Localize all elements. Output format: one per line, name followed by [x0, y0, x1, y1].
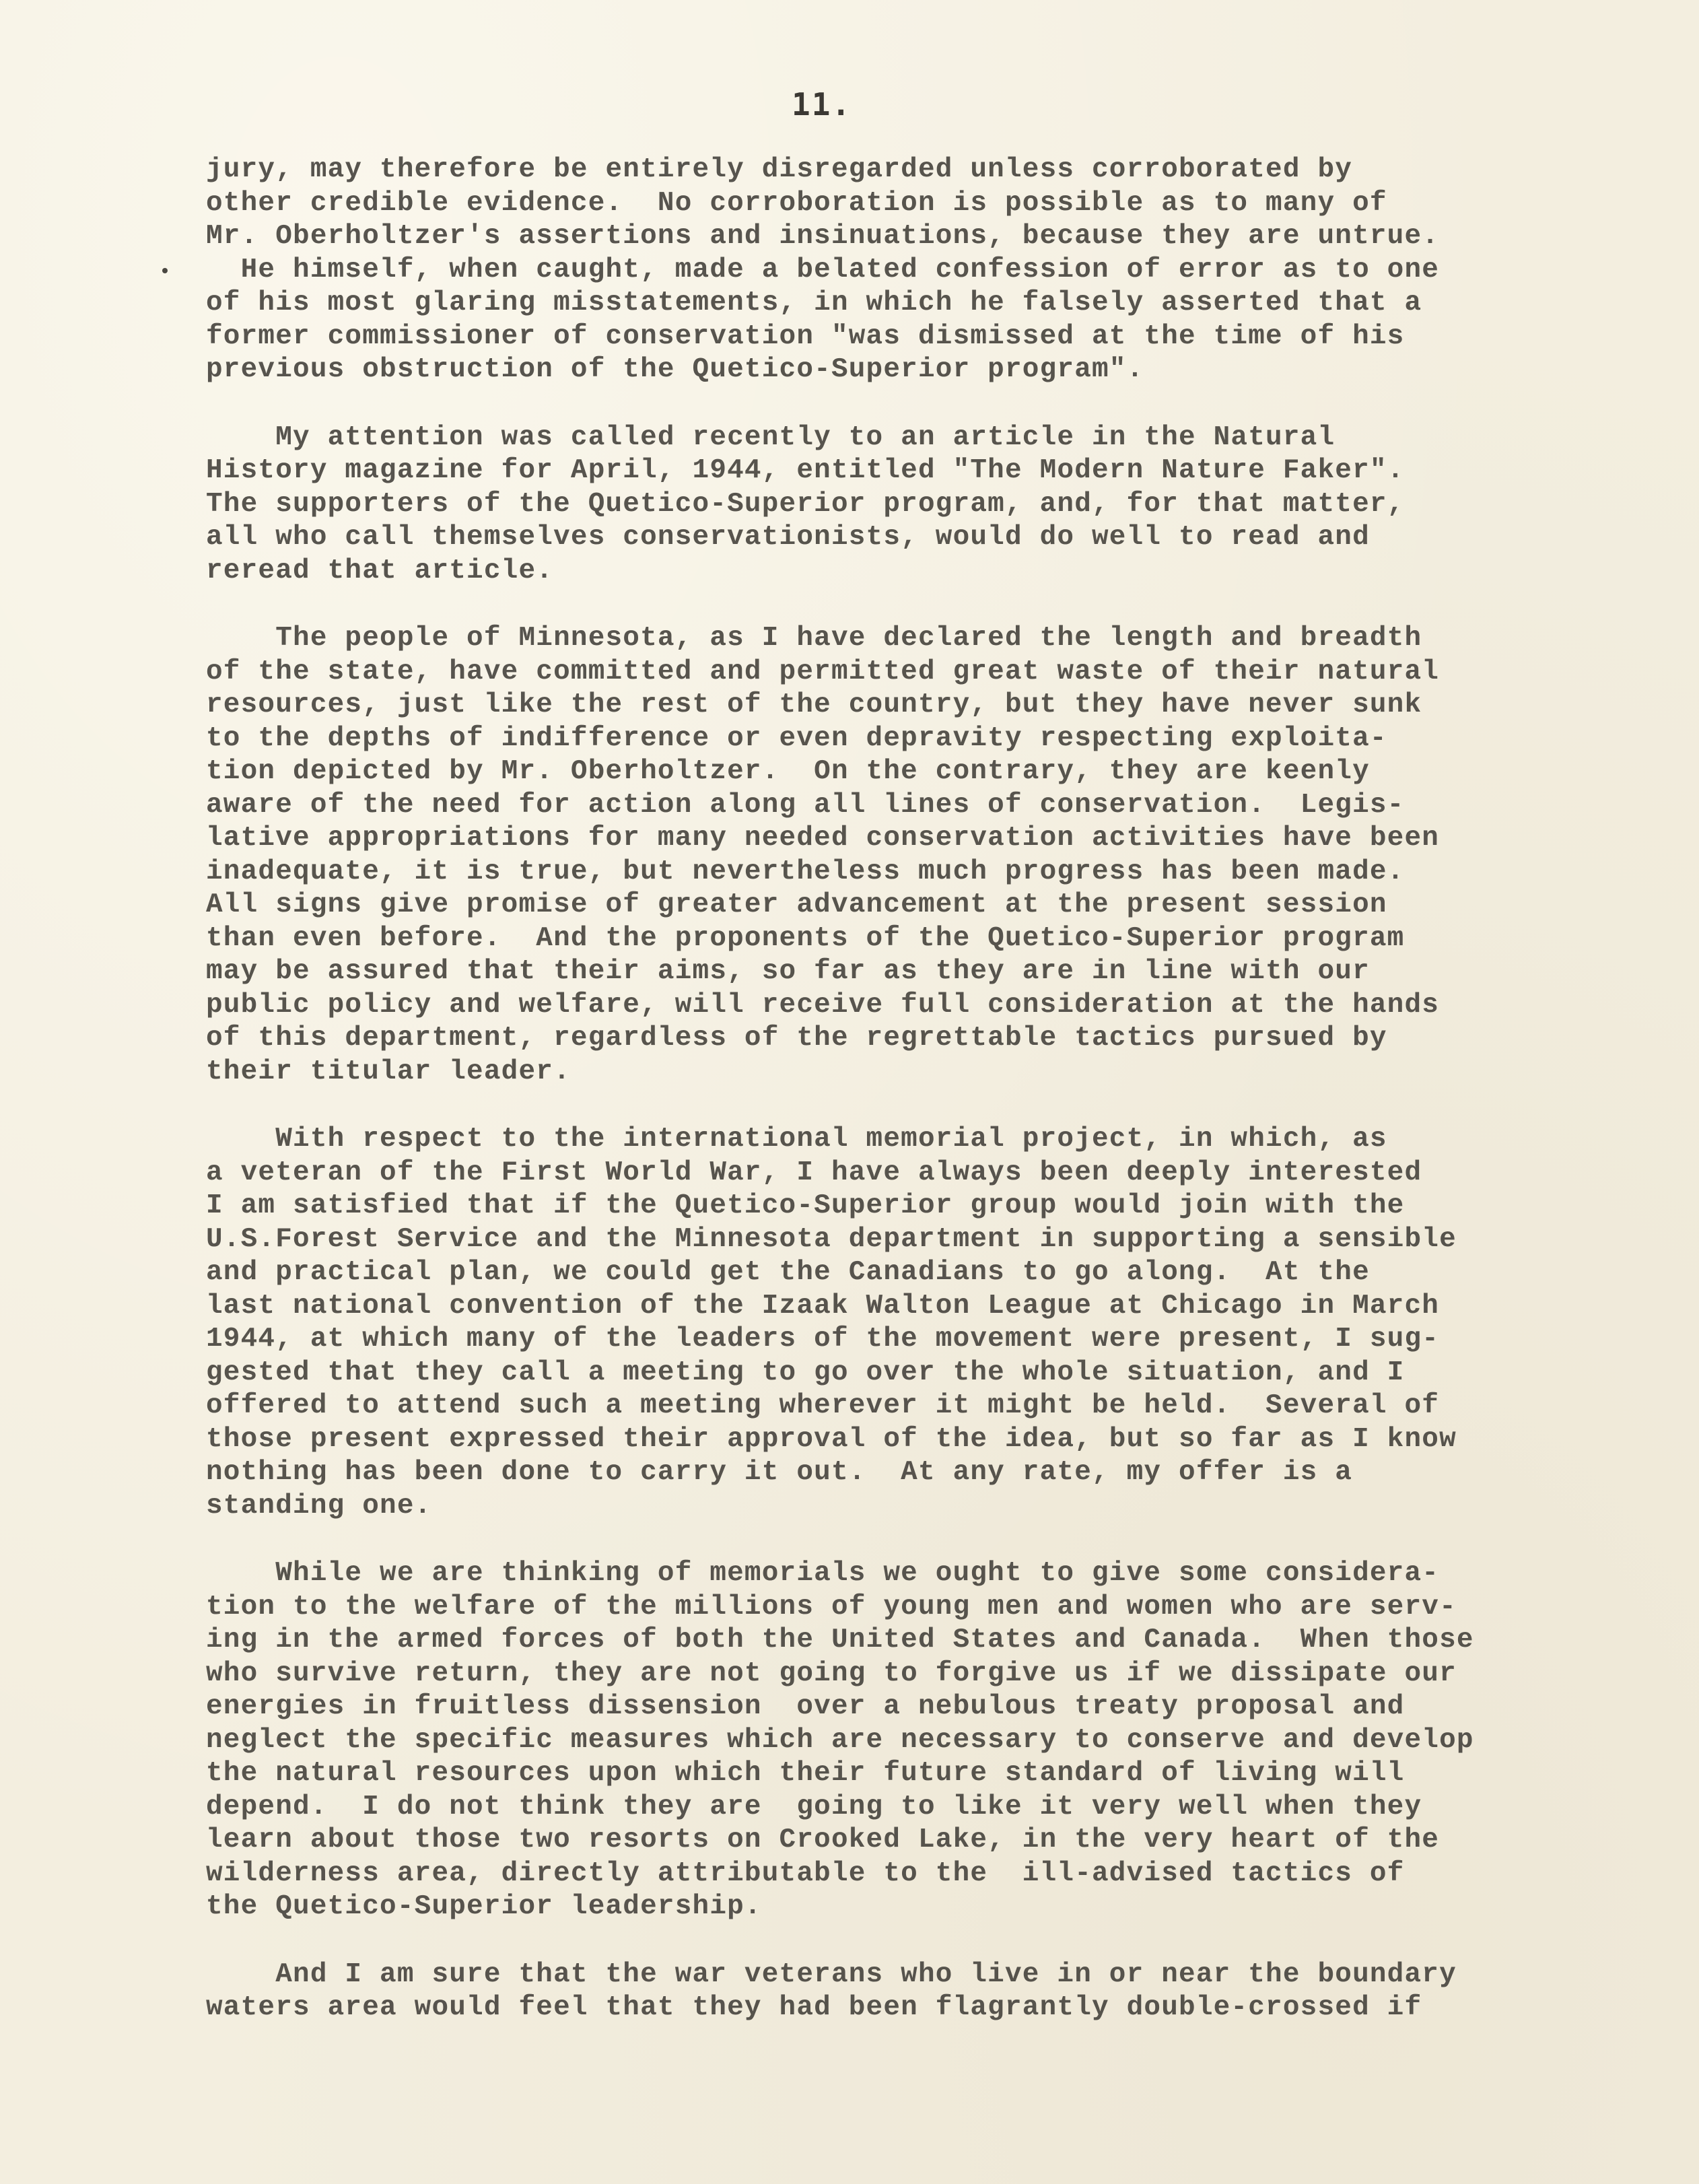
text-line: a veteran of the First World War, I have always been deeply interested [206, 1157, 1422, 1188]
paragraph [206, 622, 1680, 1089]
text-line: And I am sure that the war veterans who live in or near the boundary [206, 1958, 1457, 1990]
text-line: of his most glaring misstatements, in which he falsely asserted that a [206, 287, 1422, 318]
text-line: tion to the welfare of the millions of young men and women who are serv- [206, 1591, 1457, 1623]
text-line: He himself, when caught, made a belated confession of error as to one [206, 254, 1440, 285]
paragraph [206, 421, 1680, 588]
text-line: U.S.Forest Service and the Minnesota department in supporting a sensible [206, 1223, 1457, 1255]
text-line: All signs give promise of greater advancement at the present session [206, 889, 1387, 920]
text-line: their titular leader. [206, 1056, 571, 1087]
text-line: depend. I do not think they are going to like it very well when they [206, 1791, 1422, 1822]
text-line: to the depths of indifference or even depravity respecting exploita- [206, 722, 1387, 754]
text-line: energies in fruitless dissension over a nebulous treaty proposal and [206, 1691, 1405, 1722]
text-line: The supporters of the Quetico-Superior program, and, for that matter, [206, 488, 1405, 520]
text-line: ing in the armed forces of both the United States and Canada. When those [206, 1625, 1474, 1656]
text-line: gested that they call a meeting to go over the whole situation, and I [206, 1357, 1405, 1388]
text-line: who survive return, they are not going to forgive us if we dissipate our [206, 1658, 1457, 1689]
text-line: wilderness area, directly attributable to the ill-advised tactics of [206, 1857, 1405, 1889]
text-line: may be assured that their aims, so far as they are in line with our [206, 956, 1370, 987]
text-line: learn about those two resorts on Crooked Lake, in the very heart of the [206, 1824, 1440, 1855]
text-line: With respect to the international memorial project, in which, as [206, 1124, 1387, 1155]
text-line: of the state, have committed and permitted great waste of their natural [206, 656, 1440, 687]
text-line: of this department, regardless of the regrettable tactics pursued by [206, 1023, 1387, 1054]
text-line: While we are thinking of memorials we ought to give some considera- [206, 1558, 1440, 1589]
text-line: Mr. Oberholtzer's assertions and insinuations, because they are untrue. [206, 221, 1440, 252]
text-line: 1944, at which many of the leaders of the movement were present, I sug- [206, 1324, 1440, 1355]
text-line: standing one. [206, 1490, 432, 1522]
text-line: neglect the specific measures which are necessary to conserve and develop [206, 1724, 1474, 1756]
text-line: former commissioner of conservation "was dismissed at the time of his [206, 320, 1405, 352]
text-line: aware of the need for action along all lines of conservation. Legis- [206, 789, 1405, 821]
text-line: inadequate, it is true, but nevertheless much progress has been made. [206, 856, 1405, 887]
paragraph [206, 1557, 1680, 1924]
text-line: last national convention of the Izaak Walton League at Chicago in March [206, 1290, 1440, 1322]
text-line: I am satisfied that if the Quetico-Superior group would join with the [206, 1190, 1405, 1221]
text-line: tion depicted by Mr. Oberholtzer. On the contrary, they are keenly [206, 756, 1370, 787]
text-line: than even before. And the proponents of the Quetico-Superior program [206, 922, 1405, 954]
text-line: those present expressed their approval of the idea, but so far as I know [206, 1423, 1457, 1455]
body-text [206, 153, 1680, 2059]
text-line: offered to attend such a meeting wherever it might be held. Several of [206, 1390, 1440, 1421]
paragraph [206, 1123, 1680, 1523]
text-line: The people of Minnesota, as I have declared the length and breadth [206, 623, 1422, 654]
text-line: and practical plan, we could get the Canadians to go along. At the [206, 1257, 1370, 1288]
margin-ink-mark [162, 268, 168, 273]
text-line: My attention was called recently to an article in the Natural [206, 421, 1336, 453]
paragraph [206, 1958, 1680, 2025]
text-line: History magazine for April, 1944, entitled "The Modern Nature Faker". [206, 455, 1405, 486]
text-line: public policy and welfare, will receive full consideration at the hands [206, 989, 1440, 1021]
text-line: resources, just like the rest of the country, but they have never sunk [206, 689, 1422, 720]
text-line: other credible evidence. No corroboration is possible as to many of [206, 187, 1387, 219]
text-line: waters area would feel that they had been flagrantly double-crossed if [206, 1992, 1422, 2023]
text-line: lative appropriations for many needed conservation activities have been [206, 823, 1440, 854]
text-line: nothing has been done to carry it out. At any rate, my offer is a [206, 1457, 1353, 1488]
text-line: previous obstruction of the Quetico-Superior program". [206, 354, 1144, 385]
text-line: jury, may therefore be entirely disregarded unless corroborated by [206, 154, 1353, 185]
text-line: the natural resources upon which their future standard of living will [206, 1758, 1405, 1789]
text-line: all who call themselves conservationists, would do well to read and [206, 522, 1370, 553]
paragraph [206, 153, 1680, 387]
page-number: 11. [792, 86, 852, 123]
text-line: the Quetico-Superior leadership. [206, 1891, 762, 1922]
text-line: reread that article. [206, 555, 554, 586]
